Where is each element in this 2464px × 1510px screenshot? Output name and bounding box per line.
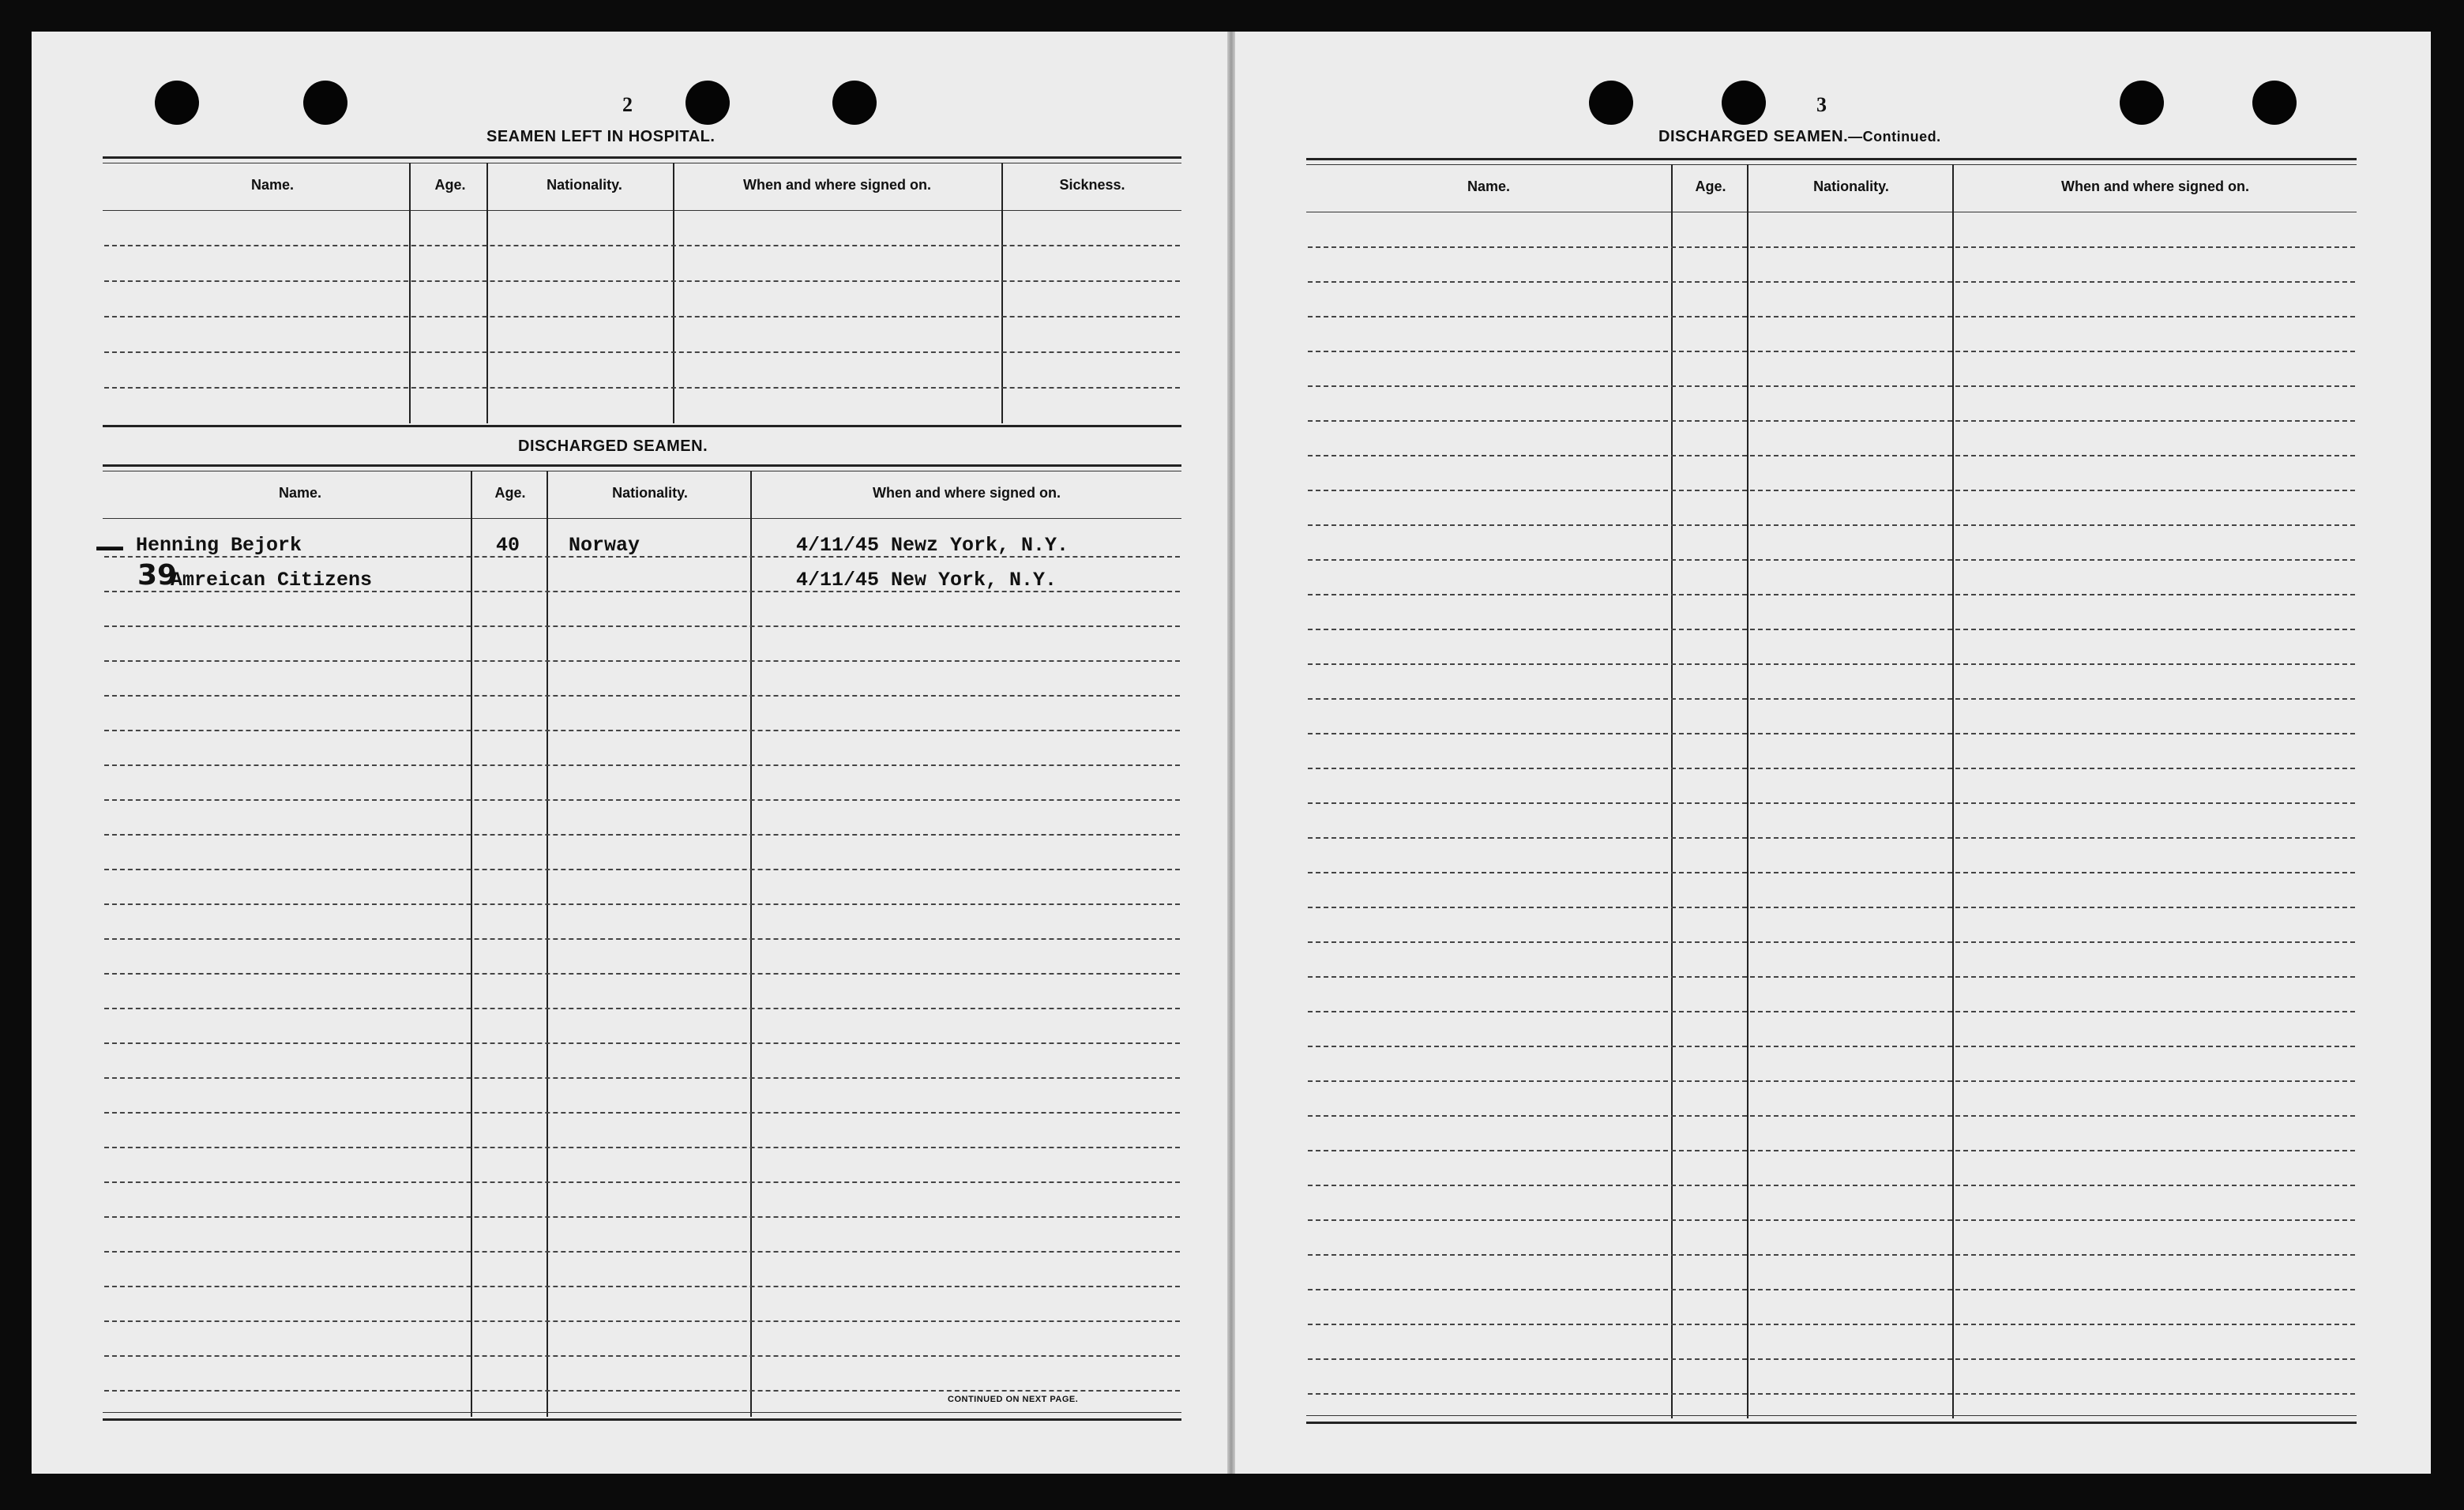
ruled-line [1308, 1289, 2355, 1290]
column-header-signed-on: When and where signed on. [2060, 178, 2250, 194]
table-bottom-rule [1306, 1422, 2357, 1424]
ruled-line [104, 660, 1180, 662]
left-page [32, 32, 1227, 1474]
ruled-line [1308, 1358, 2355, 1360]
column-divider [673, 163, 674, 423]
punch-hole [1589, 81, 1633, 125]
ruled-line [104, 1251, 1180, 1253]
ruled-line [104, 903, 1180, 905]
column-header-name: Name. [250, 177, 295, 193]
column-header-age: Age. [434, 177, 466, 193]
section-rule [103, 425, 1181, 427]
entry-age: 40 [496, 534, 520, 557]
table-bottom-rule [1306, 1415, 2357, 1416]
punch-hole [155, 81, 199, 125]
ruled-line [104, 1147, 1180, 1148]
ruled-line [104, 351, 1180, 353]
punch-hole [2120, 81, 2164, 125]
ruled-line [104, 799, 1180, 801]
table-bottom-rule [103, 1412, 1181, 1413]
ruled-line [104, 1112, 1180, 1114]
column-header-age: Age. [1695, 178, 1726, 194]
ruled-line [1308, 941, 2355, 943]
table-top-rule [103, 156, 1181, 159]
hospital-section-title: SEAMEN LEFT IN HOSPITAL. [486, 128, 716, 145]
ruled-line [1308, 1219, 2355, 1221]
page-number: 2 [622, 93, 633, 116]
ruled-line [1308, 1185, 2355, 1186]
title-text: DISCHARGED SEAMEN. [1658, 128, 1849, 145]
punch-hole [303, 81, 347, 125]
ruled-line [104, 387, 1180, 389]
punch-hole [2252, 81, 2297, 125]
entry-name: Henning Bejork [136, 534, 302, 557]
ruled-line [1308, 1011, 2355, 1012]
column-divider [1001, 163, 1003, 423]
ruled-line [104, 280, 1180, 282]
ruled-line [1308, 1046, 2355, 1047]
title-suffix: —Continued. [1848, 129, 1941, 145]
ruled-line [1308, 733, 2355, 734]
hand-mark: — [95, 529, 125, 564]
ruled-line [104, 973, 1180, 975]
continued-note: CONTINUED ON NEXT PAGE. [948, 1395, 1079, 1404]
ruled-line [1308, 524, 2355, 526]
page-number: 3 [1816, 93, 1827, 116]
ruled-line [1308, 1115, 2355, 1117]
header-rule [103, 210, 1181, 211]
column-divider [1952, 164, 1954, 1418]
ruled-line [104, 730, 1180, 731]
ruled-line [104, 764, 1180, 766]
right-page [1235, 32, 2431, 1474]
ruled-line [1308, 281, 2355, 283]
table-top-rule [1306, 158, 2357, 160]
ruled-line [104, 1216, 1180, 1218]
column-header-name: Name. [278, 485, 322, 501]
ruled-line [1308, 629, 2355, 630]
ruled-line [1308, 663, 2355, 665]
ruled-line [104, 1390, 1180, 1392]
ruled-line [104, 625, 1180, 627]
ruled-line [104, 695, 1180, 697]
ruled-line [104, 1077, 1180, 1079]
ruled-line [1308, 1393, 2355, 1395]
column-header-nationality: Nationality. [612, 485, 688, 501]
ruled-line [1308, 872, 2355, 873]
column-header-age: Age. [494, 485, 526, 501]
ruled-line [104, 834, 1180, 836]
ruled-line [1308, 1324, 2355, 1325]
ruled-line [1308, 385, 2355, 387]
table-top-rule [1306, 164, 2357, 165]
ruled-line [104, 316, 1180, 317]
column-divider [486, 163, 488, 423]
column-header-signed-on: When and where signed on. [872, 485, 1061, 501]
ruled-line [1308, 907, 2355, 908]
entry-name: Amreican Citizens [171, 569, 373, 592]
punch-hole [1722, 81, 1766, 125]
ruled-line [104, 1355, 1180, 1357]
page-fold [1227, 32, 1235, 1474]
ruled-line [104, 1320, 1180, 1322]
ruled-line [104, 1181, 1180, 1183]
column-header-nationality: Nationality. [1813, 178, 1889, 194]
column-header-sickness: Sickness. [1059, 177, 1125, 193]
ruled-line [1308, 351, 2355, 352]
ruled-line [1308, 559, 2355, 561]
entry-signed-on: 4/11/45 New York, N.Y. [796, 569, 1057, 592]
column-divider [750, 471, 752, 1417]
ruled-line [1308, 698, 2355, 700]
ruled-line [104, 1008, 1180, 1009]
ruled-line [104, 1042, 1180, 1044]
column-divider [547, 471, 548, 1417]
ruled-line [1308, 594, 2355, 595]
ruled-line [1308, 246, 2355, 248]
ruled-line [1308, 976, 2355, 978]
ruled-line [1308, 768, 2355, 769]
entry-nationality: Norway [569, 534, 640, 557]
ruled-line [104, 245, 1180, 246]
column-header-signed-on: When and where signed on. [742, 177, 932, 193]
ruled-line [1308, 490, 2355, 491]
ruled-line [1308, 1080, 2355, 1082]
ruled-line [104, 1286, 1180, 1287]
punch-hole [685, 81, 730, 125]
column-divider [471, 471, 472, 1417]
hand-mark: 39 [137, 559, 178, 592]
column-divider [1747, 164, 1748, 1418]
entry-signed-on: 4/11/45 Newz York, N.Y. [796, 534, 1069, 557]
ruled-line [1308, 455, 2355, 456]
ruled-line [104, 869, 1180, 870]
ruled-line [1308, 802, 2355, 804]
ruled-line [104, 938, 1180, 940]
ruled-line [1308, 1254, 2355, 1256]
ruled-line [1308, 420, 2355, 422]
column-header-name: Name. [1467, 178, 1511, 194]
column-divider [409, 163, 411, 423]
punch-hole [832, 81, 877, 125]
ruled-line [1308, 837, 2355, 839]
table-top-rule [103, 464, 1181, 467]
ruled-line [1308, 1150, 2355, 1151]
table-bottom-rule [103, 1418, 1181, 1421]
ruled-line [1308, 316, 2355, 317]
column-header-nationality: Nationality. [547, 177, 622, 193]
header-rule [103, 518, 1181, 519]
discharged-section-title: DISCHARGED SEAMEN. [518, 438, 708, 455]
column-divider [1671, 164, 1673, 1418]
discharged-continued-title [1658, 128, 1941, 146]
